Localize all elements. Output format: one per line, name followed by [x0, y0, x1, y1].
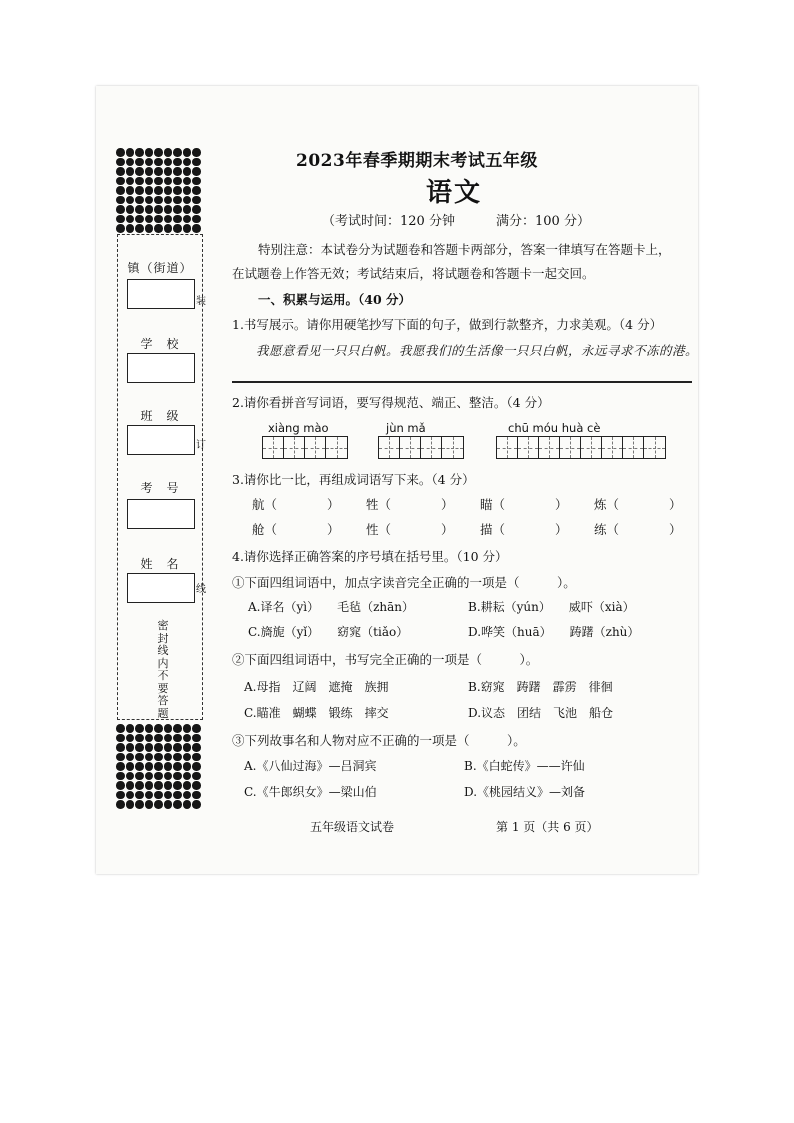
binding-dot — [192, 781, 201, 790]
binding-dot — [116, 724, 125, 733]
binding-dot — [154, 215, 163, 224]
binding-dot — [116, 148, 125, 157]
binding-dot — [164, 224, 173, 233]
binding-dot — [145, 158, 154, 167]
exam-title: 2023年春季期期末考试五年级 — [296, 151, 538, 171]
q4-1-option-d[interactable]: D.哗笑（huā） 踌躇（zhù） — [468, 625, 640, 639]
q4-2-option-c[interactable]: C.瞄准 蝴蝶 锻练 摔交 — [244, 706, 389, 720]
binding-dot — [145, 791, 154, 800]
binding-dot — [126, 800, 135, 809]
name-field[interactable] — [127, 573, 195, 603]
binding-dot — [192, 186, 201, 195]
binding-dot — [135, 772, 144, 781]
binding-dot — [116, 800, 125, 809]
binding-dots-top — [116, 148, 200, 233]
binding-dot — [173, 158, 182, 167]
binding-dot — [154, 772, 163, 781]
exam-number-label: 考 号 — [140, 481, 180, 495]
binding-dot — [183, 167, 192, 176]
q4-1-option-a[interactable]: A.译名（yì） 毛毡（zhān） — [248, 600, 415, 614]
q4-2-option-a[interactable]: A.母指 辽阔 遮掩 族拥 — [244, 680, 389, 694]
q4-3-option-a[interactable]: A.《八仙过海》—吕洞宾 — [244, 759, 377, 773]
town-field[interactable] — [127, 279, 195, 309]
binding-dot — [164, 215, 173, 224]
class-field[interactable] — [127, 425, 195, 455]
binding-dot — [116, 186, 125, 195]
binding-dot — [135, 205, 144, 214]
binding-dot — [126, 205, 135, 214]
binding-dot — [145, 743, 154, 752]
q4-3-option-b[interactable]: B.《白蛇传》——许仙 — [464, 759, 585, 773]
binding-dot — [135, 177, 144, 186]
binding-dot — [135, 148, 144, 157]
binding-dot — [192, 224, 201, 233]
q4-2-stem: ②下面四组词语中，书写完全正确的一项是（ ）。 — [232, 652, 539, 667]
binding-dot — [135, 762, 144, 771]
binding-dot — [183, 724, 192, 733]
binding-dot — [126, 762, 135, 771]
pinyin-1: xiàng mào — [268, 421, 329, 435]
binding-dot — [154, 800, 163, 809]
binding-dot — [154, 186, 163, 195]
binding-dot — [164, 177, 173, 186]
q4-3-stem: ③下列故事名和人物对应不正确的一项是（ ）。 — [232, 733, 526, 748]
answer-grid-1[interactable] — [262, 436, 348, 459]
binding-dot — [192, 791, 201, 800]
binding-dot — [135, 724, 144, 733]
binding-dot — [135, 753, 144, 762]
binding-dot — [164, 724, 173, 733]
binding-dot — [183, 215, 192, 224]
q3-item-8[interactable]: 练（ ） — [594, 522, 682, 537]
binding-dot — [154, 781, 163, 790]
binding-dot — [164, 762, 173, 771]
binding-dot — [173, 215, 182, 224]
exam-number-field[interactable] — [127, 499, 195, 529]
binding-dot — [192, 177, 201, 186]
binding-dot — [126, 772, 135, 781]
footer-paper-name: 五年级语文试卷 — [310, 820, 395, 834]
binding-dot — [154, 753, 163, 762]
binding-dot — [145, 196, 154, 205]
binding-dot — [164, 781, 173, 790]
binding-dot — [183, 772, 192, 781]
binding-dot — [145, 224, 154, 233]
binding-dot — [164, 196, 173, 205]
notice-line-2: 在试题卷上作答无效；考试结束后，将试题卷和答题卡一起交回。 — [232, 266, 595, 281]
school-field[interactable] — [127, 353, 195, 383]
q3-item-4[interactable]: 炼（ ） — [594, 497, 682, 512]
binding-dot — [183, 743, 192, 752]
bind-mark-zhuang: 装 — [196, 296, 206, 307]
binding-dot — [192, 762, 201, 771]
binding-dot — [116, 224, 125, 233]
town-label: 镇（街道） — [127, 261, 193, 275]
question-2: 2.请你看拼音写词语，要写得规范、端正、整洁。（4 分） — [232, 395, 550, 410]
seal-note: 密封线内不要答题 — [157, 619, 169, 720]
binding-dot — [192, 148, 201, 157]
binding-dot — [192, 753, 201, 762]
binding-dot — [164, 800, 173, 809]
binding-dot — [164, 167, 173, 176]
binding-dot — [173, 743, 182, 752]
binding-dot — [192, 158, 201, 167]
binding-dot — [173, 177, 182, 186]
answer-grid-3[interactable] — [496, 436, 666, 459]
binding-dot — [116, 177, 125, 186]
binding-dot — [145, 762, 154, 771]
binding-dot — [192, 196, 201, 205]
binding-dot — [192, 167, 201, 176]
copy-sentence: 我愿意看见一只只白帆。我愿我们的生活像一只只白帆，永远寻求不冻的港。 — [256, 343, 698, 358]
exam-page — [96, 86, 698, 874]
binding-dot — [183, 224, 192, 233]
binding-dot — [192, 724, 201, 733]
binding-dot — [173, 205, 182, 214]
binding-dot — [183, 196, 192, 205]
q4-3-option-d[interactable]: D.《桃园结义》—刘备 — [464, 785, 586, 799]
binding-dot — [116, 734, 125, 743]
binding-dot — [183, 791, 192, 800]
question-4: 4.请你选择正确答案的序号填在括号里。（10 分） — [232, 549, 508, 564]
binding-dot — [116, 743, 125, 752]
binding-dot — [183, 800, 192, 809]
binding-dot — [135, 800, 144, 809]
q4-2-option-d[interactable]: D.议态 团结 飞池 船仓 — [468, 706, 614, 720]
binding-dot — [183, 762, 192, 771]
seal-line-panel — [117, 234, 203, 720]
binding-dot — [154, 196, 163, 205]
binding-dot — [173, 762, 182, 771]
class-label: 班 级 — [140, 409, 180, 423]
binding-dot — [126, 753, 135, 762]
binding-dot — [173, 724, 182, 733]
binding-dot — [145, 167, 154, 176]
binding-dot — [173, 167, 182, 176]
binding-dot — [173, 800, 182, 809]
binding-dot — [126, 781, 135, 790]
q3-item-6[interactable]: 性（ ） — [366, 522, 454, 537]
binding-dot — [126, 224, 135, 233]
answer-grid-2[interactable] — [378, 436, 464, 459]
binding-dot — [173, 224, 182, 233]
binding-dot — [116, 772, 125, 781]
binding-dot — [154, 148, 163, 157]
binding-dot — [192, 800, 201, 809]
q3-item-3[interactable]: 瞄（ ） — [480, 497, 568, 512]
binding-dot — [154, 743, 163, 752]
binding-dot — [154, 724, 163, 733]
binding-dot — [126, 177, 135, 186]
writing-line[interactable] — [232, 381, 692, 383]
binding-dot — [173, 791, 182, 800]
binding-dot — [173, 781, 182, 790]
binding-dot — [192, 205, 201, 214]
exam-score: 满分：100 分） — [496, 214, 590, 229]
binding-dots-bottom — [116, 724, 200, 809]
binding-dot — [116, 167, 125, 176]
pinyin-3: chū móu huà cè — [508, 421, 601, 435]
binding-dot — [145, 148, 154, 157]
binding-dot — [164, 734, 173, 743]
binding-dot — [183, 158, 192, 167]
binding-dot — [164, 753, 173, 762]
school-label: 学 校 — [140, 337, 180, 351]
q3-item-2[interactable]: 牲（ ） — [366, 497, 454, 512]
binding-dot — [135, 743, 144, 752]
name-label: 姓 名 — [140, 557, 180, 571]
q3-item-1[interactable]: 航（ ） — [252, 497, 340, 512]
binding-dot — [145, 177, 154, 186]
binding-dot — [192, 772, 201, 781]
binding-dot — [164, 158, 173, 167]
binding-dot — [173, 734, 182, 743]
binding-dot — [145, 215, 154, 224]
binding-dot — [164, 772, 173, 781]
binding-dot — [135, 791, 144, 800]
binding-dot — [126, 148, 135, 157]
binding-dot — [183, 205, 192, 214]
binding-dot — [135, 167, 144, 176]
binding-dot — [135, 158, 144, 167]
binding-dot — [116, 158, 125, 167]
binding-dot — [135, 224, 144, 233]
binding-dot — [135, 215, 144, 224]
binding-dot — [154, 205, 163, 214]
binding-dot — [183, 186, 192, 195]
binding-dot — [192, 215, 201, 224]
binding-dot — [135, 186, 144, 195]
q4-3-option-c[interactable]: C.《牛郎织女》—梁山伯 — [244, 785, 377, 799]
binding-dot — [116, 196, 125, 205]
binding-dot — [183, 148, 192, 157]
exam-time: （考试时间：120 分钟 — [322, 214, 455, 229]
binding-dot — [145, 734, 154, 743]
exam-subject: 语文 — [426, 178, 483, 208]
binding-dot — [145, 753, 154, 762]
notice-line-1: 特别注意：本试卷分为试题卷和答题卡两部分，答案一律填写在答题卡上， — [258, 242, 671, 257]
binding-dot — [145, 724, 154, 733]
binding-dot — [145, 186, 154, 195]
binding-dot — [116, 791, 125, 800]
binding-dot — [154, 167, 163, 176]
q4-1-stem: ①下面四组词语中，加点字读音完全正确的一项是（ ）。 — [232, 575, 576, 590]
binding-dot — [145, 781, 154, 790]
binding-dot — [126, 167, 135, 176]
binding-dot — [116, 205, 125, 214]
q3-item-5[interactable]: 舱（ ） — [252, 522, 340, 537]
binding-dot — [173, 772, 182, 781]
binding-dot — [116, 753, 125, 762]
binding-dot — [116, 781, 125, 790]
q4-1-option-c[interactable]: C.旖旎（yǐ） 窈窕（tiǎo） — [248, 625, 409, 639]
bind-mark-xian: 线 — [196, 584, 206, 595]
binding-dot — [192, 734, 201, 743]
question-3: 3.请你比一比，再组成词语写下来。（4 分） — [232, 472, 475, 487]
binding-dot — [154, 158, 163, 167]
footer-page-number: 第 1 页（共 6 页） — [496, 820, 599, 834]
binding-dot — [135, 734, 144, 743]
binding-dot — [116, 762, 125, 771]
binding-dot — [173, 753, 182, 762]
binding-dot — [154, 224, 163, 233]
binding-dot — [183, 781, 192, 790]
binding-dot — [126, 734, 135, 743]
binding-dot — [164, 186, 173, 195]
binding-dot — [164, 791, 173, 800]
binding-dot — [116, 215, 125, 224]
binding-dot — [183, 753, 192, 762]
q4-1-option-b[interactable]: B.耕耘（yún） 威吓（xià） — [468, 600, 635, 614]
binding-dot — [126, 215, 135, 224]
binding-dot — [183, 734, 192, 743]
binding-dot — [126, 743, 135, 752]
binding-dot — [126, 158, 135, 167]
binding-dot — [154, 762, 163, 771]
binding-dot — [164, 743, 173, 752]
binding-dot — [154, 734, 163, 743]
binding-dot — [192, 743, 201, 752]
binding-dot — [145, 772, 154, 781]
binding-dot — [135, 196, 144, 205]
binding-dot — [135, 781, 144, 790]
binding-dot — [154, 791, 163, 800]
binding-dot — [173, 148, 182, 157]
binding-dot — [126, 196, 135, 205]
binding-dot — [183, 177, 192, 186]
binding-dot — [145, 800, 154, 809]
binding-dot — [173, 196, 182, 205]
pinyin-2: jùn mǎ — [386, 421, 426, 435]
binding-dot — [145, 205, 154, 214]
binding-dot — [154, 177, 163, 186]
binding-dot — [126, 186, 135, 195]
bind-mark-ding: 订 — [196, 440, 206, 451]
binding-dot — [126, 724, 135, 733]
binding-dot — [126, 791, 135, 800]
binding-dot — [164, 148, 173, 157]
q3-item-7[interactable]: 描（ ） — [480, 522, 568, 537]
binding-dot — [164, 205, 173, 214]
question-1: 1.书写展示。请你用硬笔抄写下面的句子，做到行款整齐，力求美观。（4 分） — [232, 317, 663, 332]
q4-2-option-b[interactable]: B.窈窕 踌躇 霹雳 徘徊 — [468, 680, 613, 694]
binding-dot — [173, 186, 182, 195]
section-1-heading: 一、积累与运用。（40 分） — [258, 292, 411, 307]
